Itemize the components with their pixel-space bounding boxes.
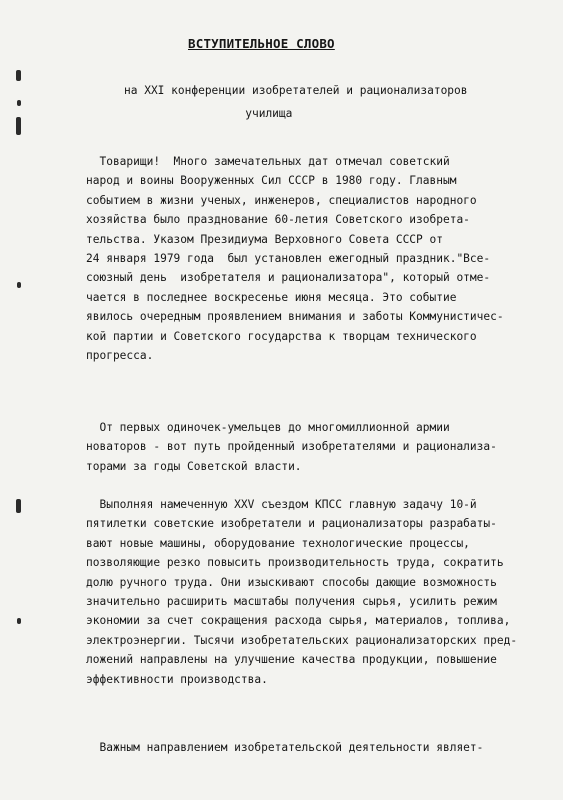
margin-binding-mark: [17, 100, 21, 106]
paragraph-1: [86, 152, 556, 365]
text-line: тельства. Указом Президиума Верховного Совета СССР от: [86, 232, 443, 246]
document-title: ВСТУПИТЕЛЬНОЕ СЛОВО: [188, 36, 335, 51]
text-line: Выполняя намеченную XXV съездом КПСС главную задачу 10-й: [86, 498, 477, 511]
text-line: союзный день изобретателя и рационализатора", который отме-: [86, 271, 491, 285]
subtitle-line: училища: [124, 107, 293, 120]
text-line: электроэнергии. Тысячи изобретательских рационализаторских пред-: [86, 633, 518, 647]
paragraph-3: [86, 495, 556, 689]
text-line: новаторов - вот путь пройденный изобретателями и рационализа-: [86, 440, 497, 454]
text-line: вают новые машины, оборудование технологические процессы,: [86, 536, 470, 550]
text-line: прогресса.: [86, 349, 154, 363]
margin-binding-mark: [17, 618, 21, 624]
text-line: чается в последнее воскресенье июня месяца. Это событие: [86, 290, 457, 304]
text-line: 24 января 1979 года был установлен ежегодный праздник."Все-: [86, 252, 491, 266]
text-line: экономии за счет сокращения расхода сырья, материалов, топлива,: [86, 614, 511, 628]
margin-binding-mark: [16, 70, 21, 81]
text-line: эффективности производства.: [86, 672, 268, 686]
text-line: От первых одиночек-умельцев до многомиллионной армии: [86, 421, 450, 434]
text-line: хозяйства было празднование 60-летия Советского изобрета-: [86, 213, 470, 227]
text-line: явилось очередным проявлением внимания и заботы Коммунистичес-: [86, 310, 504, 324]
text-line: пятилетки советские изобретатели и рационализаторы разрабаты-: [86, 517, 497, 531]
text-line: событием в жизни ученых, инженеров, специалистов народного: [86, 193, 477, 207]
text-line: торами за годы Советской власти.: [86, 459, 302, 473]
paragraph-4: [86, 738, 556, 757]
text-line: долю ручного труда. Они изыскивают способы дающие возможность: [86, 575, 497, 589]
text-line: позволяющие резко повысить производительность труда, сократить: [86, 556, 504, 570]
text-line: кой партии и Советского государства к творцам технического: [86, 329, 477, 343]
text-line: значительно расширить масштабы получения сырья, усилить режим: [86, 595, 497, 609]
margin-binding-mark: [16, 117, 21, 135]
text-line: ложений направлены на улучшение качества продукции, повышение: [86, 653, 497, 667]
text-line: Товарищи! Много замечательных дат отмечал советский: [86, 155, 450, 168]
margin-binding-mark: [17, 282, 21, 288]
text-line: Важным направлением изобретательской деятельности являет-: [86, 741, 484, 754]
text-line: народ и воины Вооруженных Сил СССР в 1980 году. Главным: [86, 174, 457, 188]
document-subtitle: [124, 79, 524, 125]
paragraph-2: [86, 418, 556, 476]
margin-binding-mark: [16, 499, 21, 513]
subtitle-line: на XXI конференции изобретателей и рационализаторов: [124, 84, 468, 97]
